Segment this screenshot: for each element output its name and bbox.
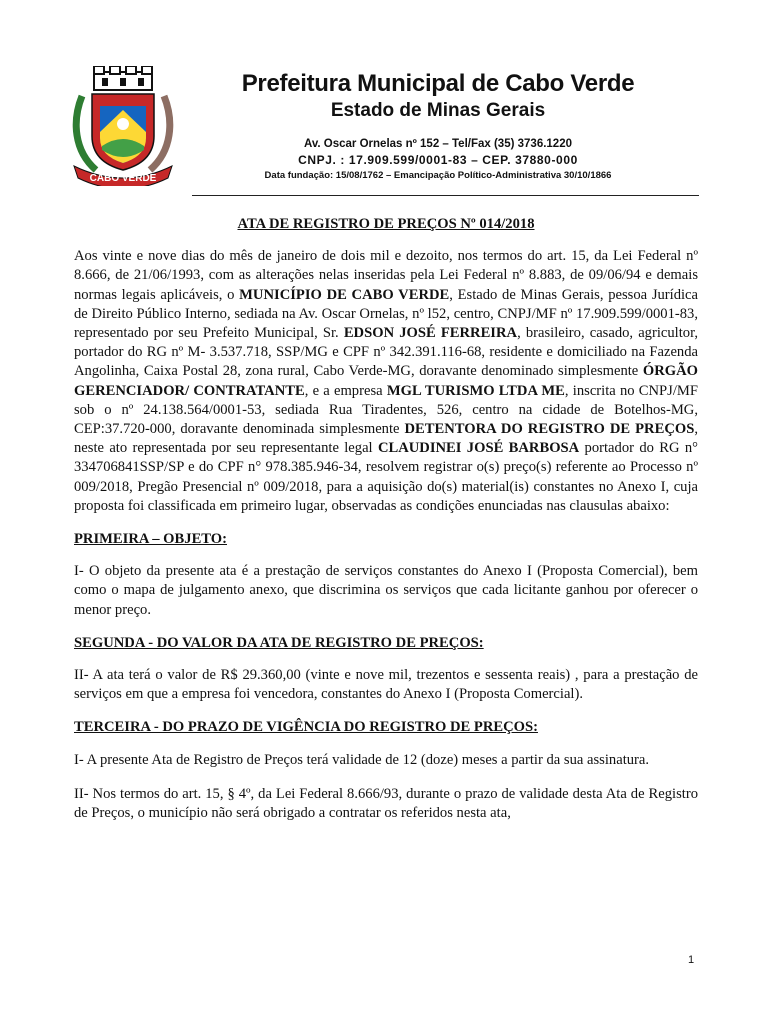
foundation-line: Data fundação: 15/08/1762 – Emancipação Político-Administrativa 30/10/1866: [264, 170, 612, 181]
intro-bold: MGL TURISMO LTDA ME: [386, 382, 565, 399]
document-title: ATA DE REGISTRO DE PREÇOS Nº 014/2018: [237, 216, 535, 232]
section-heading: PRIMEIRA – OBJETO:: [74, 531, 227, 548]
intro-text: , e a empresa: [304, 382, 387, 399]
letterhead: [68, 60, 708, 190]
seal-banner-text: CABO VERDE: [89, 173, 157, 184]
letterhead-text: [188, 70, 688, 184]
section-heading: TERCEIRA - DO PRAZO DE VIGÊNCIA DO REGISTRO DE PREÇOS:: [74, 719, 538, 736]
intro-text: , neste ato representada por seu representante legal: [74, 421, 698, 457]
intro-text: , Estado de Minas Gerais, pessoa Jurídica de Direito Público Interno, sediada na Av. Oscar Ornelas, nº l52, centro, CNPJ/MF nº 17.909.599/0001-83, representado por seu Prefeito Municipal, Sr.: [74, 286, 699, 342]
intro-text: , inscrita no CNPJ/MF sob o nº 24.138.564/0001-53, sediada Rua Tiradentes, 526, centro na cidade de Botelhos-MG, CEP:37.720-000, doravante denominada simplesmente: [74, 382, 698, 438]
institution-name: Prefeitura Municipal de Cabo Verde: [241, 70, 635, 97]
page-number: 1: [688, 954, 695, 966]
intro-bold: EDSON JOSÉ FERREIRA: [343, 325, 518, 342]
section-paragraph: I- A presente Ata de Registro de Preços terá validade de 12 (doze) meses a partir da sua assinatura.: [74, 751, 650, 768]
address-line: Av. Oscar Ornelas nº 152 – Tel/Fax (35) 3736.1220: [303, 138, 572, 150]
intro-text: Aos vinte e nove dias do mês de janeiro de dois mil e dezoito, nos termos do art. 15, da Lei Federal nº 8.666, de 21/06/1993, com as alterações nelas inseridas pela Lei Federal nº 8.883, de 09/06/94 e demais normas legais aplicáveis, o: [74, 248, 698, 303]
intro-text: portador do RG n° 334706841SSP/SP e do CPF n° 978.385.946-34, resolvem registrar o(s) preço(s) referente ao Processo nº 009/2018, Pregão Presencial nº 009/2018, para a aquisição do(s) material(is) constantes no Anexo I, cuja proposta foi classificada em primeiro lugar, observadas as condições enunciadas nas clausulas abaixo:: [74, 440, 698, 514]
document-body: [74, 215, 698, 823]
intro-bold: CLAUDINEI JOSÉ BARBOSA: [377, 440, 580, 457]
intro-text: , brasileiro, casado, agricultor, portador do RG nº M- 3.537.718, SSP/MG e CPF nº 342.391.116-68, residente e domiciliado na Fazenda Angolinha, Caixa Postal 28, zona rural, Cabo Verde-MG, doravante denominado simplesmente: [74, 325, 698, 380]
intro-bold: MUNICÍPIO DE CABO VERDE: [239, 286, 450, 303]
section-paragraph: II- Nos termos do art. 15, § 4º, da Lei Federal 8.666/93, durante o prazo de validade desta Ata de Registro de Preços, o município não será obrigado a contratar os referidos nesta ata,: [74, 785, 698, 822]
section-paragraph: I- O objeto da presente ata é a prestação de serviços constantes do Anexo I (Proposta Comercial), bem como o mapa de julgamento anexo, que discrimina os serviços que cada licitante ganhou por oferecer o menor preço.: [74, 563, 698, 618]
municipal-coat-of-arms: [68, 66, 178, 186]
intro-bold: ÓRGÃO GERENCIADOR/ CONTRATANTE: [74, 363, 698, 399]
intro-bold: DETENTORA DO REGISTRO DE PREÇOS: [404, 421, 695, 438]
section-heading: SEGUNDA - DO VALOR DA ATA DE REGISTRO DE PREÇOS:: [74, 634, 484, 651]
cnpj-line: CNPJ. : 17.909.599/0001-83 – CEP. 37880-000: [298, 153, 578, 167]
intro-paragraph: [74, 247, 698, 516]
header-divider: [192, 195, 699, 196]
state-name: Estado de Minas Gerais: [330, 100, 546, 121]
section-paragraph: II- A ata terá o valor de R$ 29.360,00 (vinte e nove mil, trezentos e sessenta reais) , para a prestação de serviços em que a empresa foi vencedora, constantes do Anexo I (Proposta Comercial).: [74, 667, 698, 703]
